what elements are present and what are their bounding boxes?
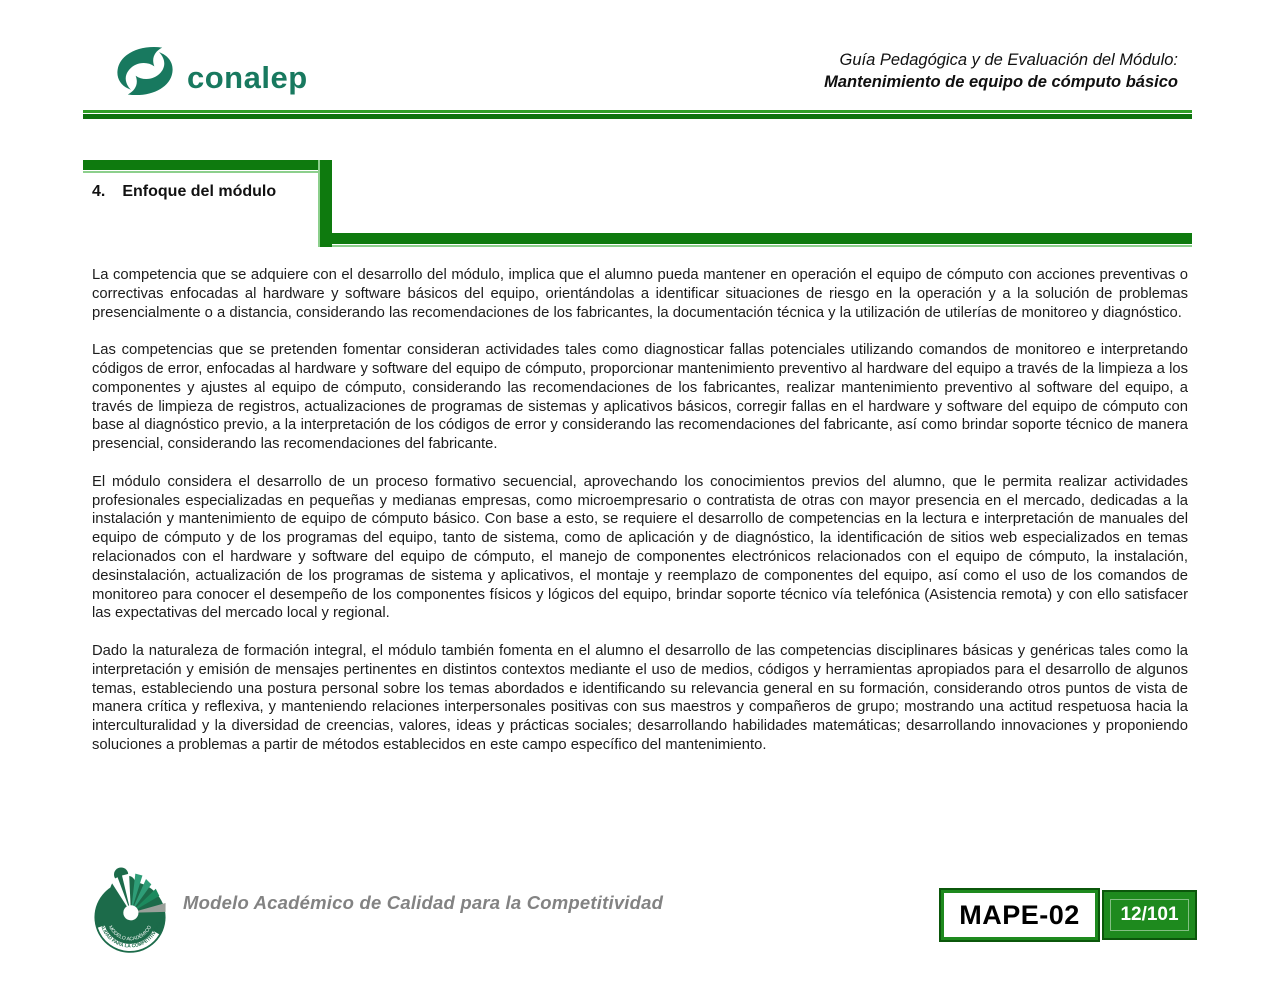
page-footer: [90, 862, 1197, 972]
conalep-swoosh-icon: [112, 46, 178, 96]
section-title-top-bar: [83, 160, 331, 170]
document-title-line2: Mantenimiento de equipo de cómputo básico: [824, 72, 1178, 91]
conalep-logo: [112, 46, 308, 96]
seal-text-bottom: CALIDAD PARA LA COMPETITIVIDAD: [98, 920, 162, 950]
document-code: MAPE-02: [959, 899, 1080, 930]
document-title: [824, 50, 1178, 93]
body-paragraph-3: El módulo considera el desarrollo de un proceso formativo secuencial, aprovechando los conocimientos previos del alumno, que le permita realizar actividades profesionales especializadas en pequeñas y medianas empresas, como microempresario o contratista de otras con mayor presencia en el mercado, dedicadas a la instalación y mantenimiento de equipo de cómputo básico. Con base a esto, se requiere el desarrollo de competencias en la lectura e interpretación de manuales del equipo de cómputo y de los programas del equipo, tanto de sistema, como de aplicación y de diagnóstico, la identificación de sitios web especializados en temas relacionados con el hardware y software del equipo de cómputo, el manejo de componentes electrónicos relacionados con el equipo de cómputo, la instalación, desinstalación, actualización de los programas de sistema y aplicativos, el montaje y reemplazo de componentes del equipo, así como el uso de los comandos de monitoreo para conocer el desempeño de los componentes físicos y lógicos del equipo, brindar soporte técnico vía telefónica (Asistencia remota) y con ello satisfacer las expectativas del mercado local y regional.: [92, 473, 1188, 622]
section-title-vertical-bar: [318, 160, 332, 247]
body-paragraph-1: La competencia que se adquiere con el desarrollo del módulo, implica que el alumno pueda mantener en operación el equipo de cómputo con acciones preventivas o correctivas enfocadas al hardware y software básicos del equipo, orientándolas a identificar situaciones de riesgo en la operación y a la solución de problemas presencialmente o a distancia, considerando las recomendaciones de los fabricantes, la documentación técnica y la utilización de utilerías de monitoreo y diagnóstico.: [92, 267, 1188, 321]
section-title-bottom-bar: [332, 233, 1192, 244]
seal-text-top: MODELO ACADÉMICO: [107, 925, 153, 943]
body-paragraph-4: Dado la naturaleza de formación integral, el módulo también fomenta en el alumno el desarrollo de las competencias disciplinares básicas y genéricas tales como la interpretación y emisión de mensajes pertinentes en distintos contextos mediante el uso de medios, códigos y herramientas apropiados para el desarrollo de algunos temas, estableciendo una postura personal sobre los temas abordados e identificando su relevancia general en su formación, considerando otros puntos de vista de manera crítica y reflexiva, y manteniendo relaciones interpersonales positivas con sus maestros y compañeros de grupo; mostrando una actitud respetuosa hacia la interculturalidad y la diversidad de creencias, valores, ideas y prácticas sociales; desarrollando habilidades matemáticas; desarrollando innovaciones y proponiendo soluciones a problemas a partir de métodos establecidos en este campo específico del mantenimiento.: [92, 642, 1188, 753]
body-paragraph-2: Las competencias que se pretenden fomentar consideran actividades tales como diagnosticar fallas potenciales utilizando comandos de monitoreo e interpretando códigos de error, enfocadas al hardware y software del equipo de cómputo, proporcionar mantenimiento preventivo al hardware del equipo a través de la limpieza a los componentes y ajustes al equipo de cómputo, considerando las recomendaciones de los fabricantes, realizar mantenimiento preventivo al software del equipo, a través de limpieza de registros, actualizaciones de programas de sistemas y aplicativos básicos, corregir fallas en el hardware y software del equipo de cómputo con base al diagnóstico previo, a la interpretación de los códigos de error y considerando las recomendaciones del fabricante, así como brindar soporte técnico de manera presencial, considerando las recomendaciones del fabricante.: [92, 342, 1188, 453]
footer-motto: Modelo Académico de Calidad para la Competitividad: [183, 892, 664, 913]
document-body: [92, 266, 1188, 774]
header-divider-bottom-line: [83, 114, 1192, 119]
document-code-box: [941, 890, 1098, 940]
section-heading: [92, 183, 276, 201]
section-title-block: [83, 160, 1192, 255]
document-title-line1: Guía Pedagógica y de Evaluación del Módulo:: [839, 51, 1178, 69]
section-title: Enfoque del módulo: [122, 183, 277, 200]
header-divider: [83, 110, 1192, 119]
section-number: 4.: [92, 183, 106, 200]
page-number: 12/101: [1110, 899, 1188, 931]
page-number-box: [1102, 890, 1197, 940]
macc-seal-icon: [90, 864, 170, 958]
conalep-wordmark: conalep: [187, 60, 308, 95]
